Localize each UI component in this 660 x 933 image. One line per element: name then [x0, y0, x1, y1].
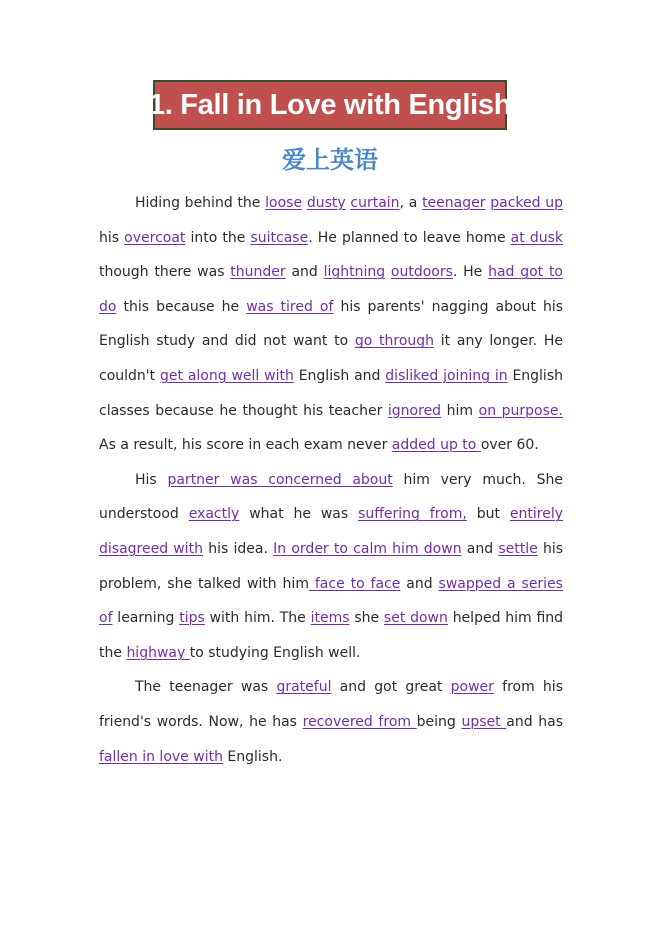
highlighted-phrase: entirely disagreed with: [99, 506, 563, 557]
highlighted-phrase: grateful: [276, 679, 332, 696]
highlighted-phrase: partner was concerned about: [167, 471, 393, 488]
text-segment: , a: [399, 195, 423, 211]
text-segment: As a result, his score in each exam never: [99, 437, 392, 454]
page-subtitle: 爱上英语: [282, 146, 378, 174]
highlighted-phrase: power: [450, 679, 494, 696]
text-segment: being: [416, 713, 462, 730]
highlighted-phrase: had got to do: [99, 264, 563, 315]
text-segment: English.: [222, 748, 283, 765]
text-segment: his: [99, 229, 125, 246]
highlighted-phrase: teenager: [422, 195, 486, 211]
text-segment: it any longer. He couldn't: [99, 333, 563, 384]
paragraph-3: [99, 670, 563, 774]
highlighted-phrase: ignored: [387, 402, 442, 419]
paragraph-2: [99, 463, 563, 671]
text-segment: English and: [293, 367, 386, 384]
highlighted-phrase: go through: [354, 333, 435, 350]
highlighted-phrase: settle: [498, 540, 538, 557]
text-segment: him very much. She understood: [99, 471, 563, 523]
highlighted-phrase: get along well with: [159, 367, 294, 384]
highlighted-phrase: highway: [126, 644, 190, 661]
highlighted-phrase: recovered from: [302, 713, 417, 730]
text-segment: and: [461, 540, 499, 557]
highlighted-phrase: lightning: [323, 264, 386, 281]
text-segment: learning: [112, 610, 180, 627]
text-segment: but: [466, 506, 510, 523]
article-body: [99, 186, 563, 774]
text-segment: and: [285, 264, 324, 281]
text-segment: she: [349, 610, 384, 627]
text-segment: him: [441, 402, 479, 419]
highlighted-phrase: suffering from,: [358, 506, 467, 523]
text-segment: and has: [506, 713, 564, 730]
highlighted-phrase: on purpose.: [478, 402, 563, 419]
highlighted-phrase: curtain: [350, 195, 400, 211]
highlighted-phrase: swapped a series of: [99, 575, 563, 627]
highlighted-phrase: fallen in love with: [99, 748, 223, 765]
highlighted-phrase: was tired of: [246, 298, 334, 315]
highlighted-phrase: In order to calm him down: [273, 540, 462, 557]
highlighted-phrase: upset: [461, 713, 507, 730]
text-segment: into the: [185, 229, 251, 246]
highlighted-phrase: loose: [265, 195, 303, 211]
highlighted-phrase: dusty: [306, 195, 346, 211]
text-segment: this because he: [116, 298, 247, 315]
text-segment: his parents' nagging about his English study and did not want to: [99, 298, 563, 350]
text-segment: from his friend's words. Now, he has: [99, 679, 563, 730]
text-segment: English classes because he thought his teacher: [99, 367, 563, 419]
highlighted-phrase: tips: [179, 610, 205, 627]
text-segment: to studying English well.: [189, 644, 361, 661]
text-segment: what he was: [239, 506, 359, 523]
highlighted-phrase: set down: [383, 610, 448, 627]
highlighted-phrase: exactly: [188, 506, 240, 523]
text-segment: The teenager was: [135, 679, 277, 696]
highlighted-phrase: suitcase: [250, 229, 309, 246]
text-segment: over 60.: [480, 437, 539, 454]
highlighted-phrase: overcoat: [124, 229, 186, 246]
highlighted-phrase: packed up: [490, 195, 563, 211]
highlighted-phrase: disliked joining in: [385, 367, 508, 384]
highlighted-phrase: face to face: [308, 575, 401, 592]
text-segment: . He: [452, 264, 489, 281]
text-segment: his idea.: [203, 540, 274, 557]
text-segment: though there was: [99, 264, 231, 281]
text-segment: . He planned to leave home: [308, 229, 511, 246]
text-segment: and: [400, 575, 439, 592]
text-segment: helped him find the: [99, 610, 564, 661]
highlighted-phrase: at dusk: [510, 229, 563, 246]
text-segment: with him. The: [204, 610, 311, 627]
title-banner: [148, 80, 512, 130]
highlighted-phrase: outdoors: [390, 264, 453, 281]
text-segment: and got great: [331, 679, 451, 696]
highlighted-phrase: added up to: [391, 437, 481, 454]
highlighted-phrase: thunder: [230, 264, 286, 281]
paragraph-1: [99, 186, 563, 463]
text-segment: his problem, she talked with him: [99, 540, 564, 592]
text-segment: Hiding behind the: [135, 195, 266, 211]
highlighted-phrase: items: [310, 610, 350, 627]
text-segment: His: [135, 471, 168, 488]
page-title: 1. Fall in Love with English: [148, 88, 512, 121]
